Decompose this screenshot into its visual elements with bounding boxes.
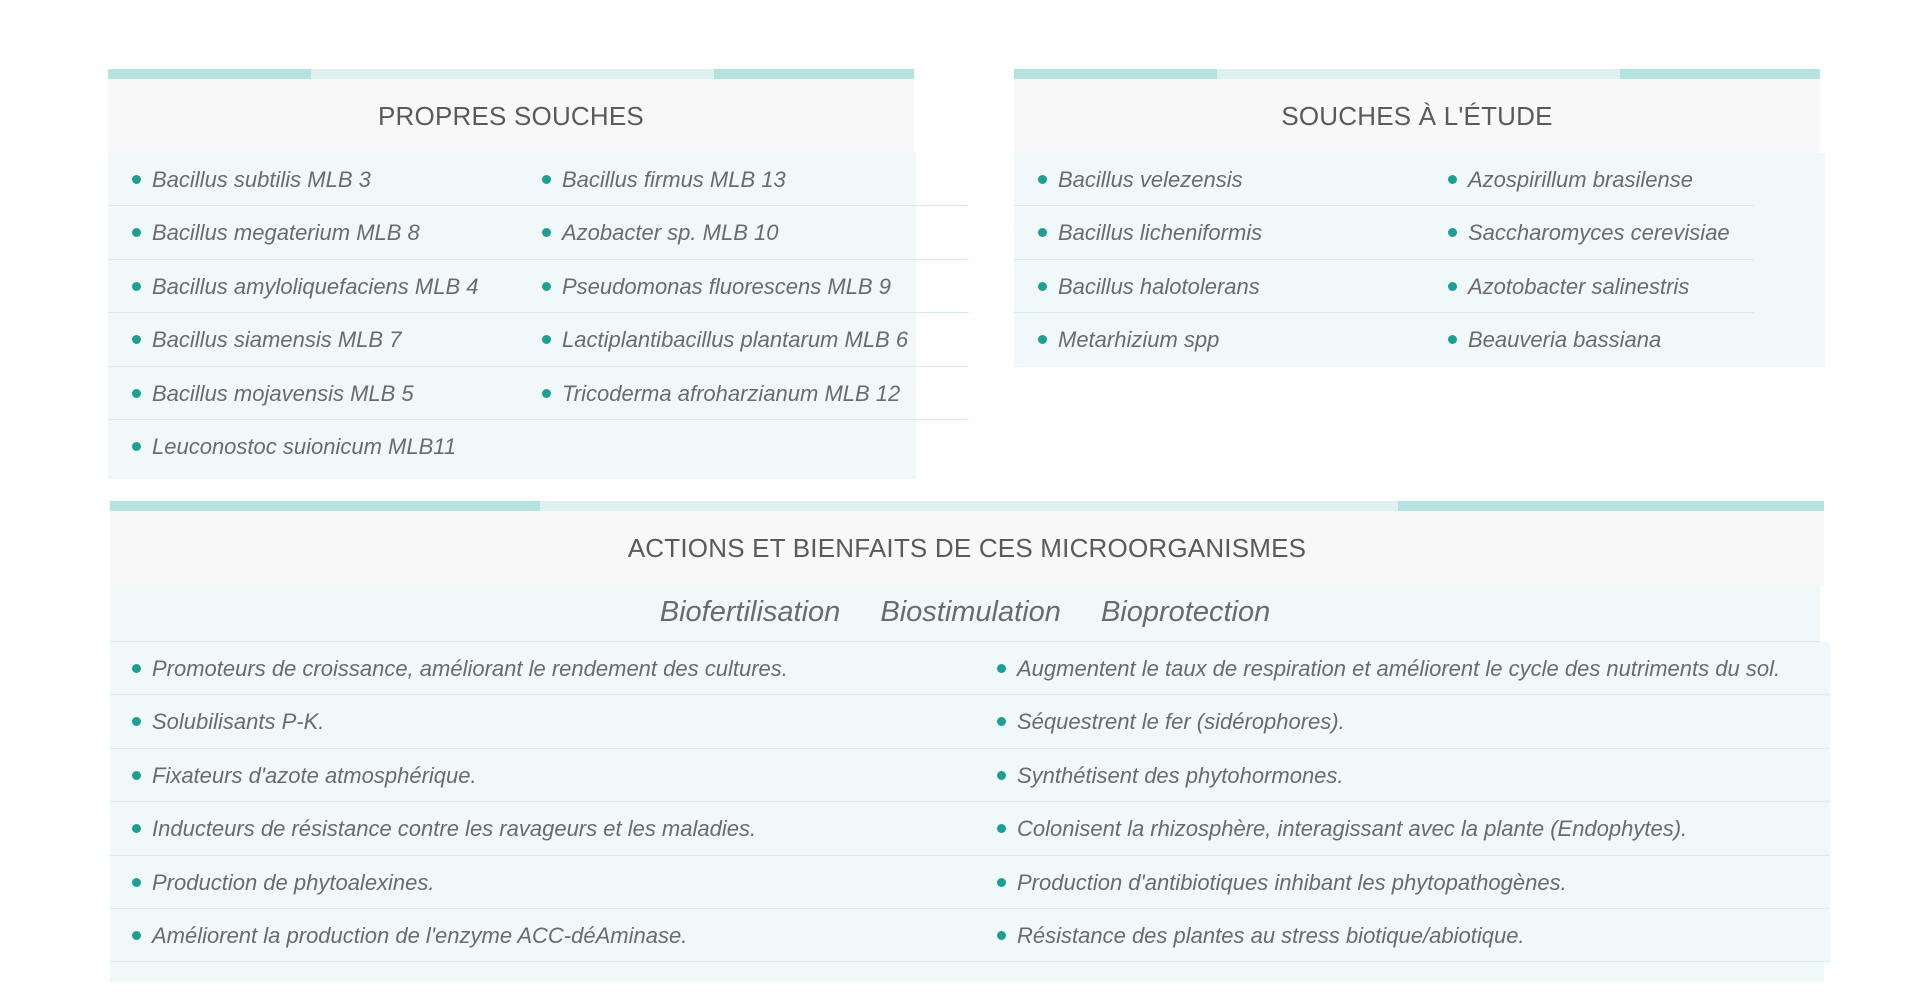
list-item: Lactiplantibacillus plantarum MLB 6 xyxy=(518,313,969,366)
bullet-icon xyxy=(132,282,141,291)
bullet-icon xyxy=(132,389,141,398)
benefit-item: Améliorent la production de l'enzyme ACC-déAminase. xyxy=(110,909,975,961)
list-item: Bacillus megaterium MLB 8 xyxy=(108,206,518,259)
benefit-item: Inducteurs de résistance contre les ravageurs et les maladies. xyxy=(110,802,975,854)
benefit-item: Synthétisent des phytohormones. xyxy=(975,749,1830,801)
bullet-icon xyxy=(132,878,141,887)
benefit-item: Séquestrent le fer (sidérophores). xyxy=(975,695,1830,747)
list-item: Beauveria bassiana xyxy=(1424,313,1754,366)
list-item: Bacillus siamensis MLB 7 xyxy=(108,313,518,366)
bullet-icon xyxy=(132,771,141,780)
list-item: Bacillus amyloliquefaciens MLB 4 xyxy=(108,260,518,313)
panel-body xyxy=(108,153,916,479)
bullet-icon xyxy=(542,335,551,344)
table-row xyxy=(110,749,1830,802)
category-label: Bioprotection xyxy=(1100,596,1271,628)
list-item: Metarhizium spp xyxy=(1014,313,1424,366)
bullet-icon xyxy=(997,878,1006,887)
table-row xyxy=(110,909,1830,962)
bullet-icon xyxy=(132,175,141,184)
bullet-icon xyxy=(132,335,141,344)
benefit-item: Augmentent le taux de respiration et améliorent le cycle des nutriments du sol. xyxy=(975,642,1830,694)
bullet-icon xyxy=(132,824,141,833)
bullet-icon xyxy=(1448,228,1457,237)
propres-souches-panel xyxy=(108,69,914,479)
list-item: Azospirillum brasilense xyxy=(1424,153,1754,206)
list-item: Leuconostoc suionicum MLB11 xyxy=(108,420,518,473)
bullet-icon xyxy=(1038,282,1047,291)
benefit-item: Production d'antibiotiques inhibant les phytopathogènes. xyxy=(975,856,1830,908)
category-label: Biostimulation xyxy=(880,596,1061,628)
bullet-icon xyxy=(997,664,1006,673)
benefit-item: Fixateurs d'azote atmosphérique. xyxy=(110,749,975,801)
bullet-icon xyxy=(132,931,141,940)
category-label: Biofertilisation xyxy=(659,596,841,628)
bullet-icon xyxy=(1038,335,1047,344)
benefit-item: Solubilisants P-K. xyxy=(110,695,975,747)
bullet-icon xyxy=(997,717,1006,726)
bullet-icon xyxy=(542,228,551,237)
list-item: Bacillus subtilis MLB 3 xyxy=(108,153,518,206)
list-item: Bacillus firmus MLB 13 xyxy=(518,153,969,206)
list-item: Azotobacter salinestris xyxy=(1424,260,1754,313)
list-item: Pseudomonas fluorescens MLB 9 xyxy=(518,260,969,313)
bullet-icon xyxy=(997,931,1006,940)
bullet-icon xyxy=(132,717,141,726)
table-row xyxy=(110,642,1830,695)
bullet-icon xyxy=(542,175,551,184)
table-row xyxy=(110,856,1830,909)
bullet-icon xyxy=(1448,175,1457,184)
panel-title: SOUCHES À L'ÉTUDE xyxy=(1014,79,1820,153)
bullet-icon xyxy=(1448,335,1457,344)
benefit-item: Résistance des plantes au stress biotique/abiotique. xyxy=(975,909,1830,961)
bullet-icon xyxy=(1038,175,1047,184)
bullet-icon xyxy=(132,664,141,673)
list-item: Bacillus halotolerans xyxy=(1014,260,1424,313)
bullet-icon xyxy=(997,771,1006,780)
table-row xyxy=(110,802,1830,855)
souches-etude-panel xyxy=(1014,69,1820,367)
benefit-categories xyxy=(110,586,1820,642)
list-item: Saccharomyces cerevisiae xyxy=(1424,206,1754,259)
actions-panel xyxy=(110,501,1824,982)
bullet-icon xyxy=(997,824,1006,833)
list-item: Tricoderma afroharzianum MLB 12 xyxy=(518,367,969,420)
benefit-item: Promoteurs de croissance, améliorant le rendement des cultures. xyxy=(110,642,975,694)
list-item: Bacillus mojavensis MLB 5 xyxy=(108,367,518,420)
list-item: Bacillus velezensis xyxy=(1014,153,1424,206)
panel-top-bar xyxy=(110,501,1824,511)
panel-top-bar xyxy=(108,69,914,79)
panel-body xyxy=(1014,153,1825,367)
panel-footer xyxy=(110,962,1824,982)
list-item: Azobacter sp. MLB 10 xyxy=(518,206,969,259)
table-row xyxy=(110,695,1830,748)
benefit-item: Production de phytoalexines. xyxy=(110,856,975,908)
benefits-list xyxy=(110,642,1830,962)
bullet-icon xyxy=(542,389,551,398)
panel-title: ACTIONS ET BIENFAITS DE CES MICROORGANISMES xyxy=(110,511,1824,586)
panel-top-bar xyxy=(1014,69,1820,79)
list-item: Bacillus licheniformis xyxy=(1014,206,1424,259)
bullet-icon xyxy=(132,442,141,451)
panel-title: PROPRES SOUCHES xyxy=(108,79,914,153)
bullet-icon xyxy=(542,282,551,291)
bullet-icon xyxy=(1038,228,1047,237)
bullet-icon xyxy=(1448,282,1457,291)
benefit-item: Colonisent la rhizosphère, interagissant avec la plante (Endophytes). xyxy=(975,802,1830,854)
bullet-icon xyxy=(132,228,141,237)
